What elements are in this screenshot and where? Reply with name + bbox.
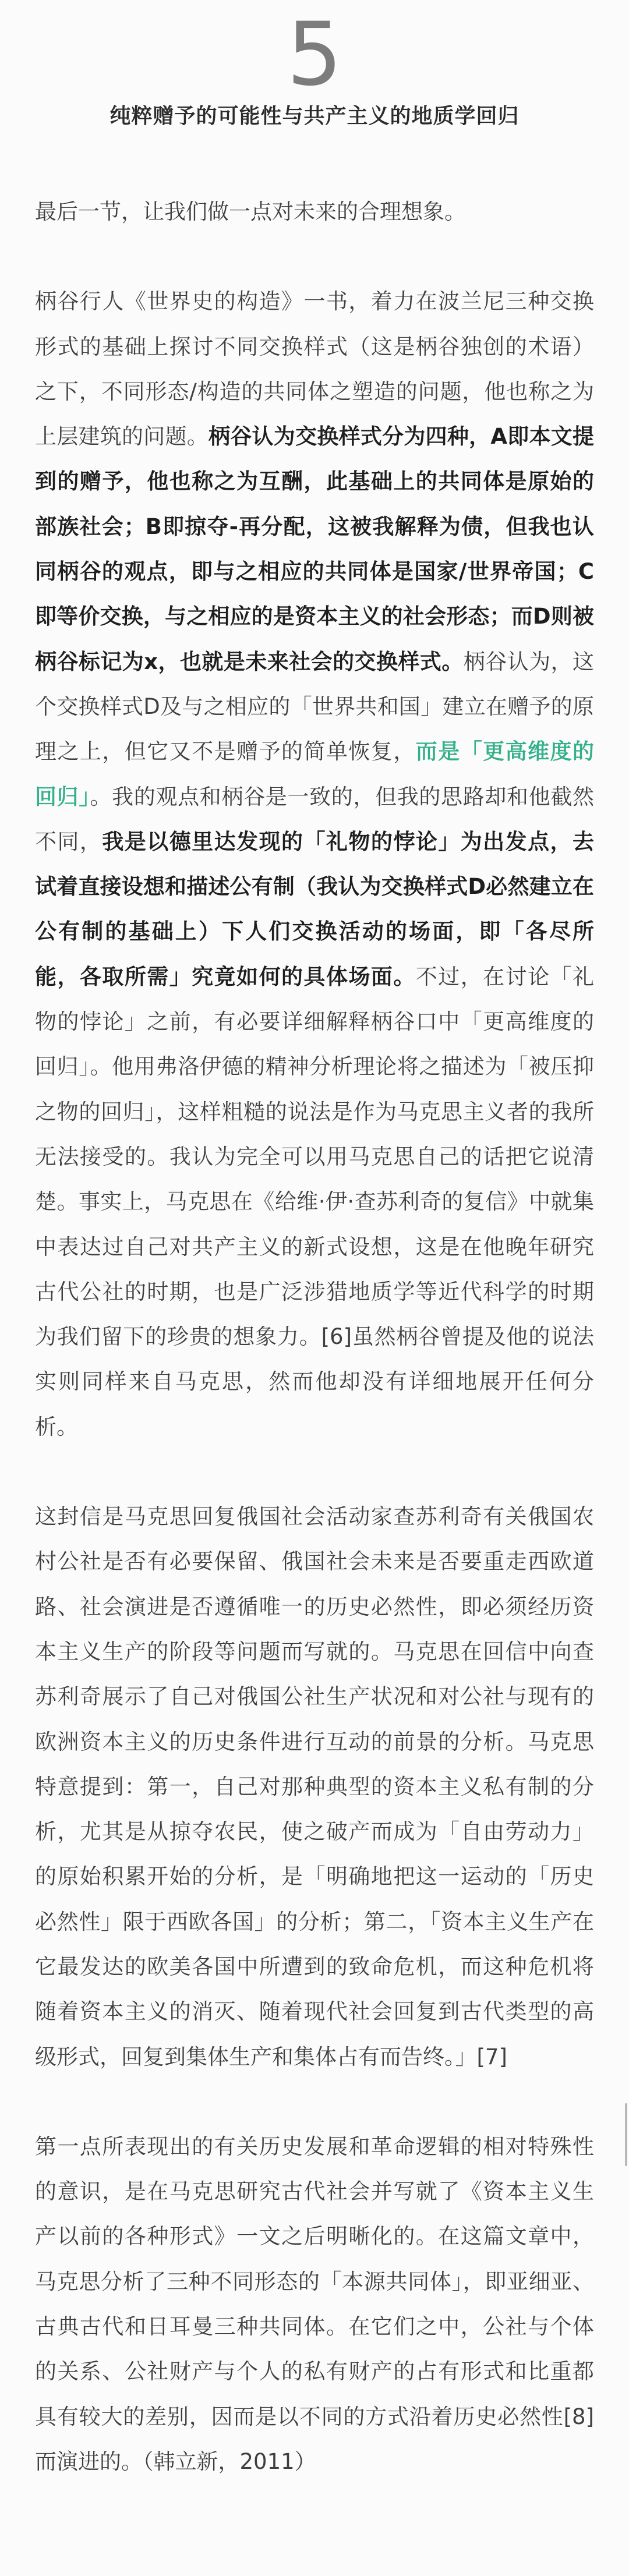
text-run: 柄谷认为，这个交换样式D及与之相应的「世界共和国」建立在赠予的原理之上，但它又不是赠予的简单恢复， <box>35 649 594 765</box>
article-body <box>35 189 594 2484</box>
text-run: 这封信是马克思回复俄国社会活动家查苏利奇有关俄国农村公社是否有必要保留、俄国社会未来是否要重走西欧道路、社会演进是否遵循唯一的历史必然性，即必须经历资本主义生产的阶段等问题而写就的。马克思在回信中向查苏利奇展示了自己对俄国公社生产状况和对公社与现有的欧洲资本主义的历史条件进行互动的前景的分析。马克思特意提到：第一，自己对那种典型的资本主义私有制的分析，尤其是从掠夺农民，使之破产而成为「自由劳动力」的原始积累开始的分析，是「明确地把这一运动的「历史必然性」限于西欧各国」的分析；第二，「资本主义生产在它最发达的欧美各国中所遭到的致命危机，而这种危机将随着资本主义的消灭、随着现代社会回复到古代类型的高级形式，回复到集体生产和集体占有而告终。」[7] <box>35 1504 594 2069</box>
text-run: 第一点所表现出的有关历史发展和革命逻辑的相对特殊性的意识，是在马克思研究古代社会并写就了《资本主义生产以前的各种形式》一文之后明晰化的。在这篇文章中，马克思分析了三种不同形态的「本源共同体」，即亚细亚、古典古代和日耳曼三种共同体。在它们之中，公社与个体的关系、公社财产与个人的私有财产的占有形式和比重都具有较大的差别，因而是以不同的方式沿着历史必然性[8]而演进的。（韩立新，2011） <box>35 2133 594 2474</box>
section-title: 纯粹赠予的可能性与共产主义的地质学回归 <box>109 104 520 128</box>
section-number: 5 <box>287 4 342 105</box>
paragraph-historical-specificity <box>35 2124 594 2484</box>
bold-text: 我是以德里达发现的「礼物的悖论」为出发点，去试着直接设想和描述公有制（我认为交换样式D必然建立在公有制的基础上）下人们交换活动的场面，即「各尽所能，各取所需」究竟如何的具体场面。 <box>35 829 594 989</box>
paragraph-zasulich-letter <box>35 1494 594 2079</box>
scrollbar-thumb[interactable] <box>625 2103 627 2166</box>
text-run: 不过，在讨论「礼物的悖论」之前，有必要详细解释柄谷口中「更高维度的回归」。他用弗洛伊德的精神分析理论将之描述为「被压抑之物的回归」，这样粗糙的说法是作为马克思主义者的我所无法接受的。我认为完全可以用马克思自己的话把它说清楚。事实上，马克思在《给维·伊·查苏利奇的复信》中就集中表达过自己对共产主义的新式设想，这是在他晚年研究古代公社的时期，也是广泛涉猎地质学等近代科学的时期为我们留下的珍贵的想象力。[6]虽然柄谷曾提及他的说法实则同样来自马克思，然而他却没有详细地展开任何分析。 <box>35 964 595 1439</box>
paragraph-karatani <box>35 279 594 1449</box>
text-run: 。我的观点和柄谷是一致的，但我的思路却和他截然不同， <box>35 784 595 854</box>
text-run: 最后一节，让我们做一点对未来的合理想象。 <box>35 199 466 224</box>
bold-text: 柄谷认为交换样式分为四种，A即本文提到的赠予，他也称之为互酬，此基础上的共同体是原始的部族社会；B即掠夺-再分配，这被我解释为债，但我也认同柄谷的观点，即与之相应的共同体是国家/世界帝国；C即等价交换，与之相应的是资本主义的社会形态；而D则被柄谷标记为x，也就是未来社会的交换样式。 <box>35 424 595 674</box>
highlight-text: 而是「更高维度的回归」 <box>35 739 595 809</box>
text-run: 柄谷行人《世界史的构造》一书，着力在波兰尼三种交换形式的基础上探讨不同交换样式（这是柄谷独创的术语）之下，不同形态/构造的共同体之塑造的问题，他也称之为上层建筑的问题。 <box>35 289 594 450</box>
paragraph-intro <box>35 189 594 234</box>
